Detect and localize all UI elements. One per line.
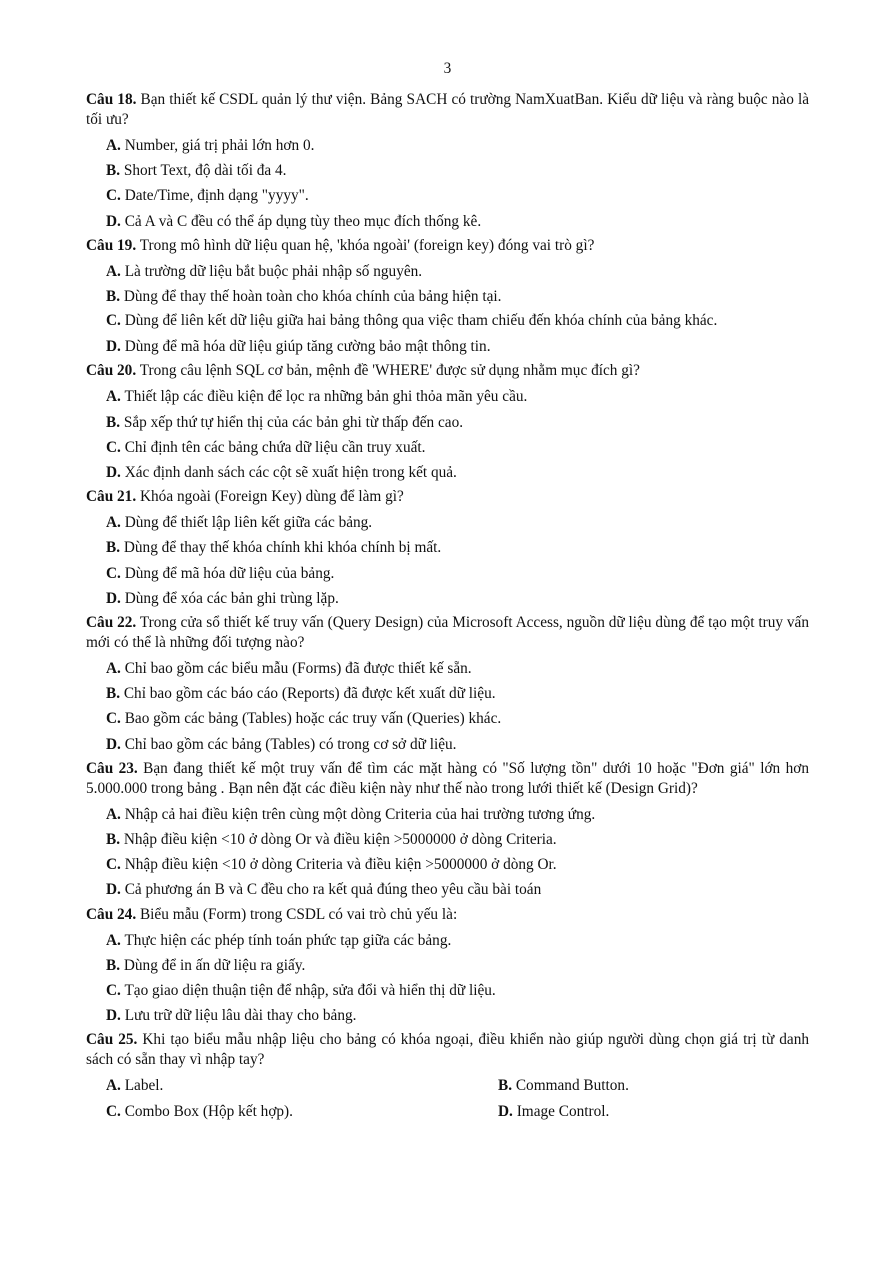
- option-a: [86, 802, 809, 827]
- question-label: Câu 22.: [86, 614, 137, 632]
- option-label: B.: [106, 413, 121, 431]
- question-stem: [86, 903, 809, 928]
- question-19: [86, 234, 809, 360]
- option-label: A.: [106, 137, 121, 154]
- option-label: D.: [106, 338, 121, 356]
- question-24: [86, 903, 809, 1029]
- option-d: [86, 209, 809, 234]
- option-text: Dùng để mã hóa dữ liệu của bảng.: [124, 564, 335, 582]
- option-label: B.: [106, 162, 121, 180]
- option-c: [86, 561, 809, 586]
- option-b: [86, 681, 809, 706]
- document-page: [86, 56, 809, 1124]
- option-text: Dùng để thay thế khóa chính khi khóa chính bị mất.: [123, 539, 442, 557]
- option-text: Dùng để in ấn dữ liệu ra giấy.: [123, 956, 306, 974]
- option-d: [86, 1003, 809, 1028]
- page-number: 3: [443, 60, 452, 77]
- option-text: Label.: [124, 1077, 164, 1095]
- question-stem: [86, 88, 809, 133]
- option-c: [86, 852, 809, 877]
- option-text: Nhập điều kiện <10 ở dòng Or và điều kiện >5000000 ở dòng Criteria.: [123, 831, 557, 849]
- option-label: A.: [106, 805, 121, 823]
- option-label: C.: [106, 564, 121, 582]
- option-a: [106, 1073, 498, 1098]
- option-text: Dùng để thiết lập liên kết giữa các bảng.: [124, 514, 373, 532]
- question-text: Khi tạo biểu mẫu nhập liệu cho bảng có khóa ngoại, điều khiển nào giúp người dùng chọn giá trị từ danh sách có sẵn thay vì nhập tay?: [86, 1031, 809, 1069]
- option-d: [86, 586, 809, 611]
- question-label: Câu 18.: [86, 91, 137, 108]
- option-label: D.: [106, 589, 121, 607]
- option-text: Nhập điều kiện <10 ở dòng Criteria và điều kiện >5000000 ở dòng Or.: [124, 856, 557, 874]
- question-text: Khóa ngoài (Foreign Key) dùng để làm gì?: [139, 488, 404, 506]
- option-label: B.: [106, 539, 121, 557]
- question-23: [86, 757, 809, 903]
- option-label: C.: [106, 982, 121, 1000]
- option-label: D.: [106, 735, 121, 753]
- option-text: Sắp xếp thứ tự hiển thị của các bản ghi từ thấp đến cao.: [123, 413, 464, 431]
- question-20: [86, 359, 809, 485]
- option-text: Number, giá trị phải lớn hơn 0.: [124, 137, 315, 154]
- question-text: Trong câu lệnh SQL cơ bản, mệnh đề 'WHERE' được sử dụng nhằm mục đích gì?: [139, 362, 640, 380]
- option-b: [86, 953, 809, 978]
- question-stem: [86, 757, 809, 802]
- question-label: Câu 24.: [86, 905, 137, 923]
- option-label: D.: [498, 1102, 513, 1120]
- question-stem: [86, 359, 809, 384]
- option-c: [86, 978, 809, 1003]
- option-text: Bao gồm các bảng (Tables) hoặc các truy vấn (Queries) khác.: [124, 710, 502, 728]
- question-18: [86, 88, 809, 234]
- options-grid: [86, 1073, 809, 1123]
- option-label: D.: [106, 1007, 121, 1025]
- option-label: B.: [498, 1077, 513, 1095]
- option-text: Combo Box (Hộp kết hợp).: [124, 1102, 293, 1120]
- option-b: [86, 158, 809, 183]
- option-c: [86, 435, 809, 460]
- option-label: D.: [106, 464, 121, 482]
- option-label: C.: [106, 438, 121, 456]
- option-label: C.: [106, 856, 121, 874]
- option-text: Nhập cả hai điều kiện trên cùng một dòng Criteria của hai trường tương ứng.: [124, 805, 596, 823]
- option-label: A.: [106, 660, 121, 678]
- option-text: Dùng để xóa các bản ghi trùng lặp.: [124, 589, 339, 607]
- question-label: Câu 21.: [86, 488, 137, 506]
- question-21: [86, 485, 809, 611]
- question-22: [86, 611, 809, 757]
- option-c: [106, 1099, 498, 1124]
- option-c: [86, 706, 809, 731]
- question-text: Trong cửa sổ thiết kế truy vấn (Query Design) của Microsoft Access, nguồn dữ liệu dùng để tạo một truy vấn mới có thể là những đối tượng nào?: [86, 614, 809, 652]
- option-b: [86, 284, 809, 309]
- question-stem: [86, 1028, 809, 1073]
- option-text: Chỉ bao gồm các biểu mẫu (Forms) đã được thiết kế sẵn.: [124, 660, 472, 678]
- option-d: [86, 877, 809, 902]
- option-d: [86, 732, 809, 757]
- option-text: Lưu trữ dữ liệu lâu dài thay cho bảng.: [124, 1007, 357, 1025]
- question-stem: [86, 485, 809, 510]
- option-d: [498, 1099, 809, 1124]
- option-a: [86, 656, 809, 681]
- question-25: [86, 1028, 809, 1123]
- option-label: B.: [106, 288, 121, 306]
- option-a: [86, 133, 809, 158]
- option-b: [86, 827, 809, 852]
- question-stem: [86, 611, 809, 656]
- option-label: B.: [106, 685, 121, 703]
- option-label: A.: [106, 931, 121, 949]
- option-label: C.: [106, 312, 121, 330]
- option-d: [86, 460, 809, 485]
- option-label: B.: [106, 956, 121, 974]
- option-text: Dùng để thay thế hoàn toàn cho khóa chính của bảng hiện tại.: [123, 288, 502, 306]
- question-label: Câu 19.: [86, 236, 137, 254]
- option-label: C.: [106, 187, 121, 205]
- question-text: Bạn thiết kế CSDL quản lý thư viện. Bảng SACH có trường NamXuatBan. Kiểu dữ liệu và ràng buộc nào là tối ưu?: [86, 91, 809, 128]
- option-label: A.: [106, 514, 121, 532]
- option-a: [86, 259, 809, 284]
- option-label: A.: [106, 388, 121, 406]
- option-text: Thiết lập các điều kiện để lọc ra những bản ghi thỏa mãn yêu cầu.: [124, 388, 528, 406]
- option-text: Cả A và C đều có thể áp dụng tùy theo mục đích thống kê.: [124, 212, 482, 230]
- question-label: Câu 25.: [86, 1031, 138, 1049]
- question-text: Bạn đang thiết kế một truy vấn để tìm các mặt hàng có "Số lượng tồn" dưới 10 hoặc "Đơn giá" lớn hơn 5.000.000 trong bảng . Bạn nên đặt các điều kiện này như thế nào trong lưới thiết kế (Design Grid)?: [86, 759, 809, 797]
- option-c: [86, 183, 809, 208]
- option-text: Chỉ định tên các bảng chứa dữ liệu cần truy xuất.: [124, 438, 426, 456]
- question-text: Trong mô hình dữ liệu quan hệ, 'khóa ngoài' (foreign key) đóng vai trò gì?: [139, 236, 595, 254]
- question-label: Câu 20.: [86, 362, 137, 380]
- option-text: Xác định danh sách các cột sẽ xuất hiện trong kết quả.: [124, 464, 457, 482]
- option-text: Thực hiện các phép tính toán phức tạp giữa các bảng.: [124, 931, 452, 949]
- question-text: Biểu mẫu (Form) trong CSDL có vai trò chủ yếu là:: [139, 905, 458, 923]
- question-stem: [86, 234, 809, 259]
- option-text: Là trường dữ liệu bắt buộc phải nhập số nguyên.: [124, 262, 423, 280]
- option-text: Tạo giao diện thuận tiện để nhập, sửa đổi và hiển thị dữ liệu.: [124, 982, 496, 1000]
- option-text: Short Text, độ dài tối đa 4.: [123, 162, 287, 180]
- option-b: [498, 1073, 809, 1098]
- option-text: Command Button.: [515, 1077, 629, 1095]
- option-label: D.: [106, 212, 121, 230]
- option-label: C.: [106, 710, 121, 728]
- option-text: Cả phương án B và C đều cho ra kết quả đúng theo yêu cầu bài toán: [124, 881, 542, 899]
- option-a: [86, 510, 809, 535]
- option-text: Date/Time, định dạng "yyyy".: [124, 187, 309, 205]
- question-label: Câu 23.: [86, 759, 138, 777]
- option-label: A.: [106, 1077, 121, 1095]
- option-label: D.: [106, 881, 121, 899]
- option-text: Image Control.: [516, 1102, 610, 1120]
- option-b: [86, 535, 809, 560]
- option-text: Dùng để liên kết dữ liệu giữa hai bảng thông qua việc tham chiếu đến khóa chính của bảng khác.: [124, 312, 718, 330]
- option-text: Chỉ bao gồm các bảng (Tables) có trong cơ sở dữ liệu.: [124, 735, 457, 753]
- option-a: [86, 928, 809, 953]
- option-b: [86, 410, 809, 435]
- option-text: Chỉ bao gồm các báo cáo (Reports) đã được kết xuất dữ liệu.: [123, 685, 496, 703]
- option-a: [86, 384, 809, 409]
- option-d: [86, 334, 809, 359]
- option-label: C.: [106, 1102, 121, 1120]
- option-label: A.: [106, 262, 121, 280]
- option-text: Dùng để mã hóa dữ liệu giúp tăng cường bảo mật thông tin.: [124, 338, 491, 356]
- option-c: [86, 309, 809, 334]
- option-label: B.: [106, 831, 121, 849]
